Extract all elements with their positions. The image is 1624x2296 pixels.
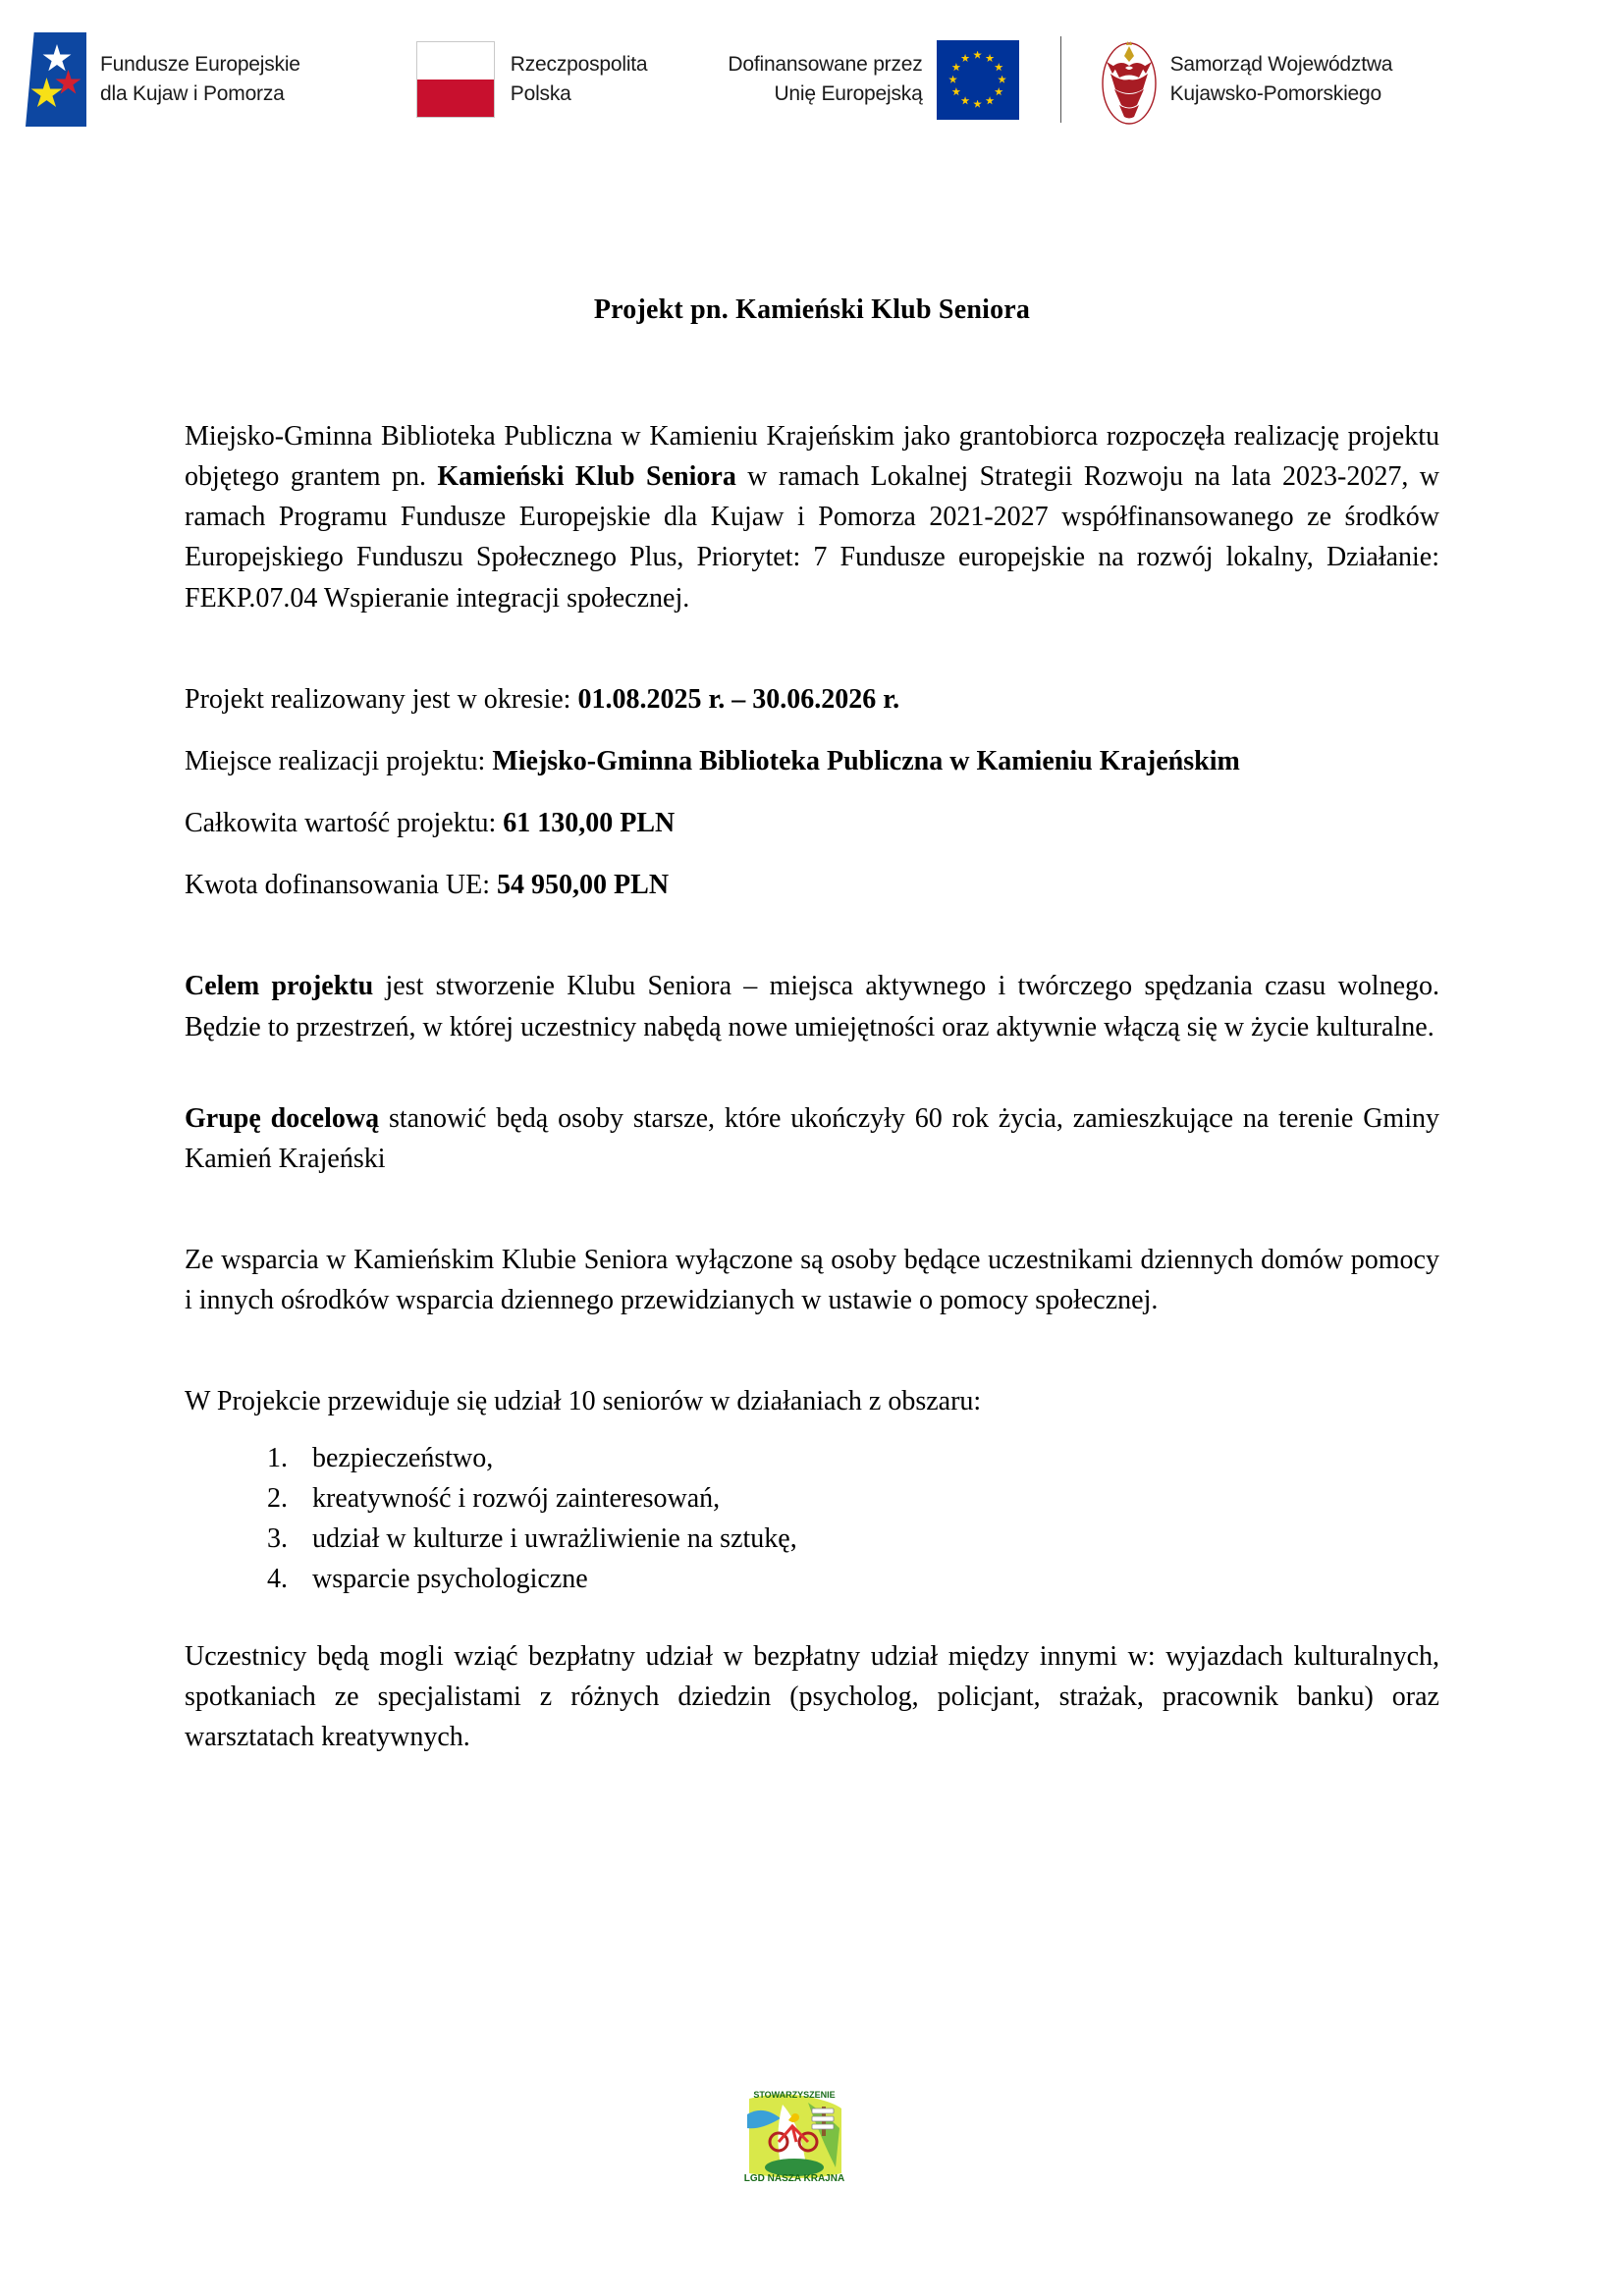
header-logo-strip: [0, 22, 1624, 137]
paragraph-intro: [185, 416, 1439, 618]
list-item: 1. bezpieczeństwo,: [295, 1438, 1439, 1478]
paragraph-eu-funding: [185, 865, 1439, 905]
paragraph-target-group: [185, 1098, 1439, 1179]
paragraph-total-value: [185, 803, 1439, 843]
spacer: [185, 720, 1439, 741]
polish-flag-red-band: [417, 80, 494, 117]
total-value-label: Całkowita wartość projektu:: [185, 808, 504, 839]
spacer: [185, 618, 1439, 679]
polish-flag-white-band: [417, 42, 494, 80]
page-title: Projekt pn. Kamieński Klub Seniora: [593, 294, 1031, 325]
fundusze-europejskie-emblem-icon: [26, 32, 86, 127]
eu-star-icon: [951, 63, 960, 72]
eu-star-icon: [986, 96, 995, 105]
ue-line-2: Unię Europejską: [774, 82, 923, 105]
eu-star-icon: [961, 96, 970, 105]
eu-star-icon: [951, 87, 960, 96]
list-item: 4. wsparcie psychologiczne: [295, 1559, 1439, 1599]
fe-line-2: dla Kujaw i Pomorza: [100, 82, 285, 105]
list-item: 2. kreatywność i rozwój zainteresowań,: [295, 1478, 1439, 1519]
eu-star-icon: [995, 63, 1003, 72]
list-item: 3. udział w kulturze i uwrażliwienie na sztukę,: [295, 1519, 1439, 1559]
paragraph-period: [185, 679, 1439, 720]
vertical-divider: [1060, 36, 1061, 123]
fe-line-1: Fundusze Europejskie: [100, 52, 300, 76]
polish-flag-icon: [416, 41, 495, 118]
logo-dofinansowane-ue-text: [728, 50, 922, 110]
eu-funding-label: Kwota dofinansowania UE:: [185, 870, 498, 901]
target-group-text: stanowić będą osoby starsze, które ukończyły 60 rok życia, zamieszkujące na terenie Gminy Kamień Krajeński: [185, 1102, 1439, 1174]
paragraph-exclusions: Ze wsparcia w Kamieńskim Klubie Seniora wyłączone są osoby będące uczestnikami dziennych domów pomocy i innych ośrodków wsparcia dziennego przewidzianych w ustawie o pomocy społecznej.: [185, 1245, 1439, 1316]
logo-samorzad-wojewodztwa: [1101, 22, 1393, 137]
period-label: Projekt realizowany jest w okresie:: [185, 683, 578, 715]
goal-heading: Celem projektu: [185, 971, 374, 1002]
kujawsko-pomorskie-crest-icon: [1101, 32, 1158, 127]
spacer: [185, 781, 1439, 803]
rp-line-1: Rzeczpospolita: [510, 52, 648, 76]
spacer: [185, 1599, 1439, 1636]
areas-list: [185, 1438, 1439, 1600]
spacer: [185, 1320, 1439, 1381]
spacer: [185, 1047, 1439, 1098]
sw-line-1: Samorząd Województwa: [1169, 52, 1393, 76]
eu-star-icon: [973, 51, 982, 60]
logo-samorzad-wojewodztwa-text: [1170, 50, 1393, 110]
paragraph-location: [185, 741, 1439, 781]
paragraph-goal: [185, 966, 1439, 1046]
logo-rzeczpospolita-polska: [300, 22, 648, 137]
intro-part-1: Miejsko-Gminna Biblioteka Publiczna w Kamieniu Krajeńskim jako grantobiorca rozpoczęła realizację projektu objętego grantem pn.: [185, 421, 1439, 493]
spacer: [185, 905, 1439, 966]
spacer: [185, 1179, 1439, 1240]
total-value-amount: 61 130,00 PLN: [503, 808, 676, 839]
logo-dofinansowane-ue: [728, 22, 1018, 137]
european-union-flag-icon: [937, 40, 1019, 120]
period-value: 01.08.2025 r. – 30.06.2026 r.: [577, 683, 900, 715]
location-label: Miejsce realizacji projektu:: [185, 745, 493, 776]
paragraph-participation-intro: W Projekcie przewiduje się udział 10 seniorów w działaniach z obszaru:: [185, 1386, 982, 1417]
eu-star-icon: [973, 100, 982, 109]
rp-line-2: Polska: [510, 82, 571, 105]
location-value: Miejsko-Gminna Biblioteka Publiczna w Kamieniu Krajeńskim: [492, 745, 1240, 776]
goal-text: jest stworzenie Klubu Seniora – miejsca aktywnego i twórczego spędzania czasu wolnego. Będzie to przestrzeń, w której uczestnicy nabędą nowe umiejętności oraz aktywnie włączą się w życie kulturalne.: [185, 971, 1439, 1042]
logo-fundusze-europejskie: [0, 22, 300, 137]
eu-star-icon: [961, 54, 970, 63]
eu-star-icon: [998, 76, 1006, 84]
intro-project-name: Kamieński Klub Seniora: [437, 461, 736, 493]
eu-funding-amount: 54 950,00 PLN: [497, 870, 670, 901]
svg-text:LGD NASZA KRAJNA: LGD NASZA KRAJNA: [743, 2173, 845, 2184]
document-body: [185, 294, 1439, 1758]
eu-star-icon: [986, 54, 995, 63]
svg-text:STOWARZYSZENIE: STOWARZYSZENIE: [753, 2090, 836, 2100]
eu-star-icon: [995, 87, 1003, 96]
paragraph-closing: Uczestnicy będą mogli wziąć bezpłatny udział w bezpłatny udział między innymi w: wyjazdach kulturalnych, spotkaniach ze specjalistami z różnych dziedzin (psycholog, policjant, strażak, pracownik banku) oraz warsztatach kreatywnych.: [185, 1641, 1439, 1753]
ue-line-1: Dofinansowane przez: [728, 52, 923, 76]
logo-fundusze-europejskie-text: [100, 50, 300, 110]
lgd-nasza-krajna-logo-icon: [739, 2085, 849, 2187]
spacer: [185, 843, 1439, 865]
eu-star-icon: [948, 76, 957, 84]
sw-line-2: Kujawsko-Pomorskiego: [1169, 82, 1381, 105]
intro-part-2: w ramach Lokalnej Strategii Rozwoju na lata 2023-2027, w ramach Programu Fundusze Europejskie dla Kujaw i Pomorza 2021-2027 współfinansowanego ze środków Europejskiego Funduszu Społecznego Plus, Priorytet: 7 Fundusze europejskie na rozwój lokalny, Działanie: FEKP.07.04 Wspieranie integracji społecznej.: [185, 461, 1439, 614]
logo-rzeczpospolita-polska-text: [511, 50, 648, 110]
target-group-heading: Grupę docelową: [185, 1102, 380, 1134]
